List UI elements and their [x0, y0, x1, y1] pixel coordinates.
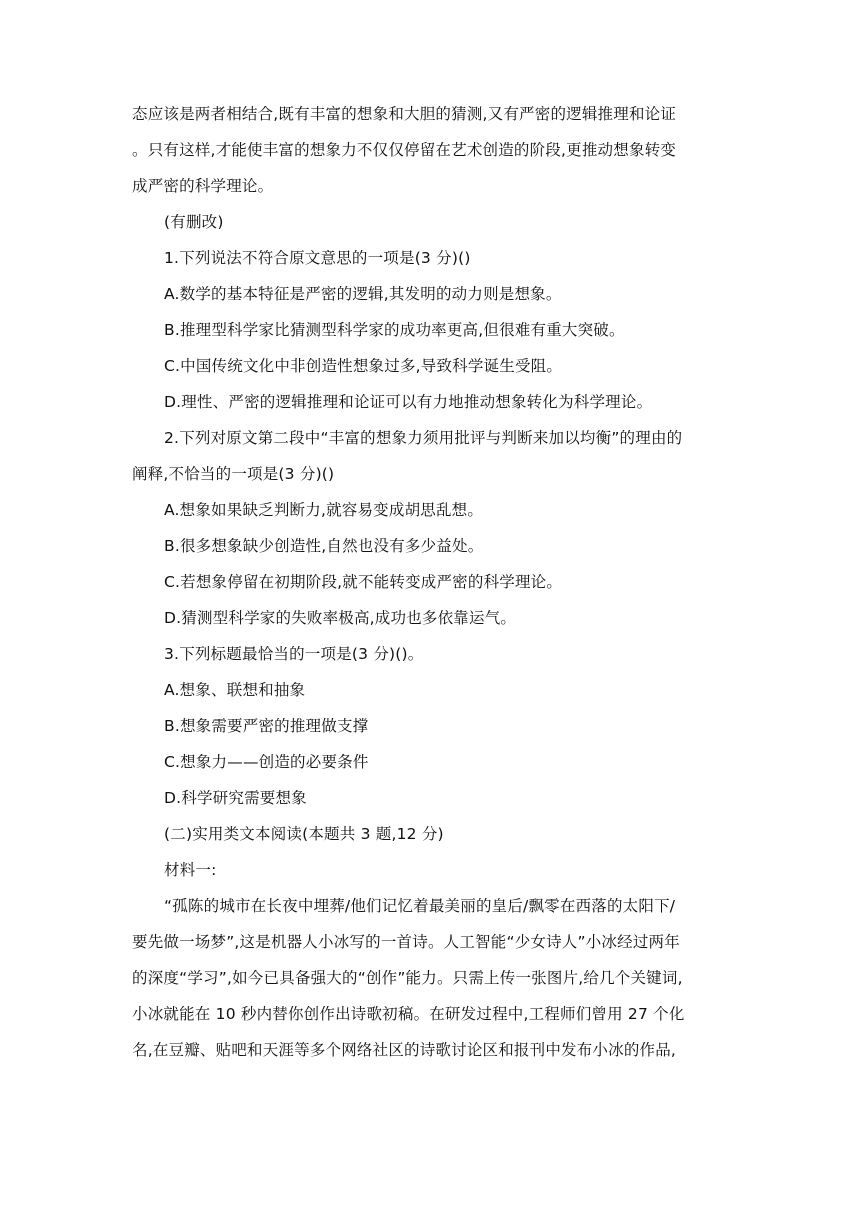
paragraph-line: 名,在豆瓣、贴吧和天涯等多个网络社区的诗歌讨论区和报刊中发布小冰的作品, — [132, 1041, 677, 1059]
q3-option-b: B.想象需要严密的推理做支撑 — [164, 717, 369, 735]
paragraph-line: 。只有这样,才能使丰富的想象力不仅仅停留在艺术创造的阶段,更推动想象转变 — [132, 141, 677, 159]
paragraph-line: 的深度“学习”,如今已具备强大的“创作”能力。只需上传一张图片,给几个关键词, — [132, 969, 683, 987]
q3-option-a: A.想象、联想和抽象 — [164, 681, 306, 699]
q2-option-d: D.猜测型科学家的失败率极高,成功也多依靠运气。 — [164, 609, 517, 627]
question-2: 2.下列对原文第二段中“丰富的想象力须用批评与判断来加以均衡”的理由的 — [164, 429, 683, 447]
q1-option-b: B.推理型科学家比猜测型科学家的成功率更高,但很难有重大突破。 — [164, 321, 625, 339]
q1-option-a: A.数学的基本特征是严密的逻辑,其发明的动力则是想象。 — [164, 285, 562, 303]
q2-option-c: C.若想象停留在初期阶段,就不能转变成严密的科学理论。 — [164, 573, 563, 591]
q3-option-c: C.想象力——创造的必要条件 — [164, 753, 369, 771]
paragraph-line: 要先做一场梦”,这是机器人小冰写的一首诗。人工智能“少女诗人”小冰经过两年 — [132, 933, 680, 951]
paragraph-line: 成严密的科学理论。 — [132, 177, 274, 195]
q1-option-d: D.理性、严密的逻辑推理和论证可以有力地推动想象转化为科学理论。 — [164, 393, 653, 411]
material-label: 材料一: — [164, 861, 217, 879]
question-2-continued: 阐释,不恰当的一项是(3 分)() — [132, 465, 335, 483]
q1-option-c: C.中国传统文化中非创造性想象过多,导致科学诞生受阻。 — [164, 357, 563, 375]
question-3: 3.下列标题最恰当的一项是(3 分)()。 — [164, 645, 424, 663]
paragraph-line: 态应该是两者相结合,既有丰富的想象和大胆的猜测,又有严密的逻辑推理和论证 — [132, 105, 677, 123]
source-note: (有删改) — [164, 213, 224, 231]
q3-option-d: D.科学研究需要想象 — [164, 789, 307, 807]
q2-option-a: A.想象如果缺乏判断力,就容易变成胡思乱想。 — [164, 501, 484, 519]
paragraph-line: 小冰就能在 10 秒内替你创作出诗歌初稿。在研发过程中,工程师们曾用 27 个化 — [132, 1005, 685, 1023]
paragraph-line: “孤陈的城市在长夜中埋葬/他们记忆着最美丽的皇后/飘零在西落的太阳下/ — [164, 897, 676, 915]
question-1: 1.下列说法不符合原文意思的一项是(3 分)() — [164, 249, 471, 267]
q2-option-b: B.很多想象缺少创造性,自然也没有多少益处。 — [164, 537, 484, 555]
section-heading: (二)实用类文本阅读(本题共 3 题,12 分) — [164, 825, 444, 843]
